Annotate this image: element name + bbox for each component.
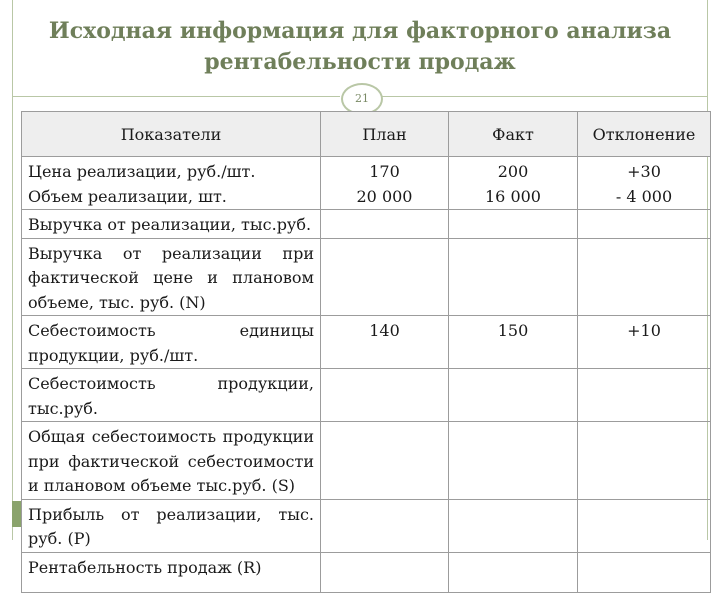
indicator-cell: Себестоимость продукции, тыс.руб. xyxy=(22,369,321,422)
indicator-cell: Выручка от реализации, тыс.руб. xyxy=(22,210,321,239)
indicator-cell: Себестоимость единицы продукции, руб./шт. xyxy=(22,316,321,369)
deviation-cell xyxy=(578,369,711,422)
accent-bar xyxy=(12,501,21,527)
fact-cell xyxy=(449,157,578,210)
fact-cell xyxy=(449,369,578,422)
table-row xyxy=(22,369,711,422)
table-row xyxy=(22,210,711,239)
deviation-cell xyxy=(578,210,711,239)
table-row xyxy=(22,552,711,592)
plan-cell xyxy=(321,422,449,500)
deviation-cell xyxy=(578,499,711,552)
plan-cell: 140 xyxy=(321,316,449,369)
plan-value: 20 000 xyxy=(356,186,413,206)
plan-cell xyxy=(321,157,449,210)
deviation-cell xyxy=(578,238,711,316)
table-header-row xyxy=(22,112,711,157)
indicator-cell xyxy=(22,157,321,210)
deviation-cell xyxy=(578,157,711,210)
header-indicators: Показатели xyxy=(22,112,321,157)
fact-cell xyxy=(449,238,578,316)
indicator-cell: Прибыль от реализации, тыс. руб. (P) xyxy=(22,499,321,552)
deviation-value: +30 xyxy=(627,162,661,181)
table-row xyxy=(22,499,711,552)
indicator-cell: Общая себестоимость продукции при фактической себестоимости и плановом объеме тыс.руб. (S) xyxy=(22,422,321,500)
plan-cell xyxy=(321,210,449,239)
frame-left-line xyxy=(12,0,13,540)
indicator-cell: Выручка от реализации при фактической цене и плановом объеме, тыс. руб. (N) xyxy=(22,238,321,316)
page-number-badge: 21 xyxy=(341,83,383,115)
deviation-cell xyxy=(578,552,711,592)
indicator-text: Цена реализации, руб./шт. xyxy=(28,162,256,181)
deviation-cell xyxy=(578,422,711,500)
slide-title xyxy=(20,16,700,78)
fact-cell: 150 xyxy=(449,316,578,369)
plan-cell xyxy=(321,369,449,422)
deviation-value: - 4 000 xyxy=(615,186,673,206)
title-separator-left xyxy=(12,96,340,97)
table-row xyxy=(22,316,711,369)
fact-value: 200 xyxy=(497,162,529,181)
title-separator-right xyxy=(382,96,708,97)
plan-value: 170 xyxy=(369,162,400,181)
fact-cell xyxy=(449,499,578,552)
header-fact: Факт xyxy=(449,112,578,157)
header-plan: План xyxy=(321,112,449,157)
header-deviation: Отклонение xyxy=(578,112,711,157)
slide-title-line-1: Исходная информация для факторного анализа xyxy=(48,18,672,44)
plan-cell xyxy=(321,552,449,592)
fact-cell xyxy=(449,210,578,239)
fact-value: 16 000 xyxy=(485,186,541,206)
table-row xyxy=(22,157,711,210)
indicator-cell: Рентабельность продаж (R) xyxy=(22,552,321,592)
table-row xyxy=(22,238,711,316)
plan-cell xyxy=(321,499,449,552)
fact-cell xyxy=(449,422,578,500)
table-row xyxy=(22,422,711,500)
deviation-cell: +10 xyxy=(578,316,711,369)
indicator-text: Объем реализации, шт. xyxy=(28,186,227,206)
plan-cell xyxy=(321,238,449,316)
slide-title-line-2: рентабельности продаж xyxy=(204,49,516,75)
fact-cell xyxy=(449,552,578,592)
factor-analysis-table xyxy=(21,111,711,593)
